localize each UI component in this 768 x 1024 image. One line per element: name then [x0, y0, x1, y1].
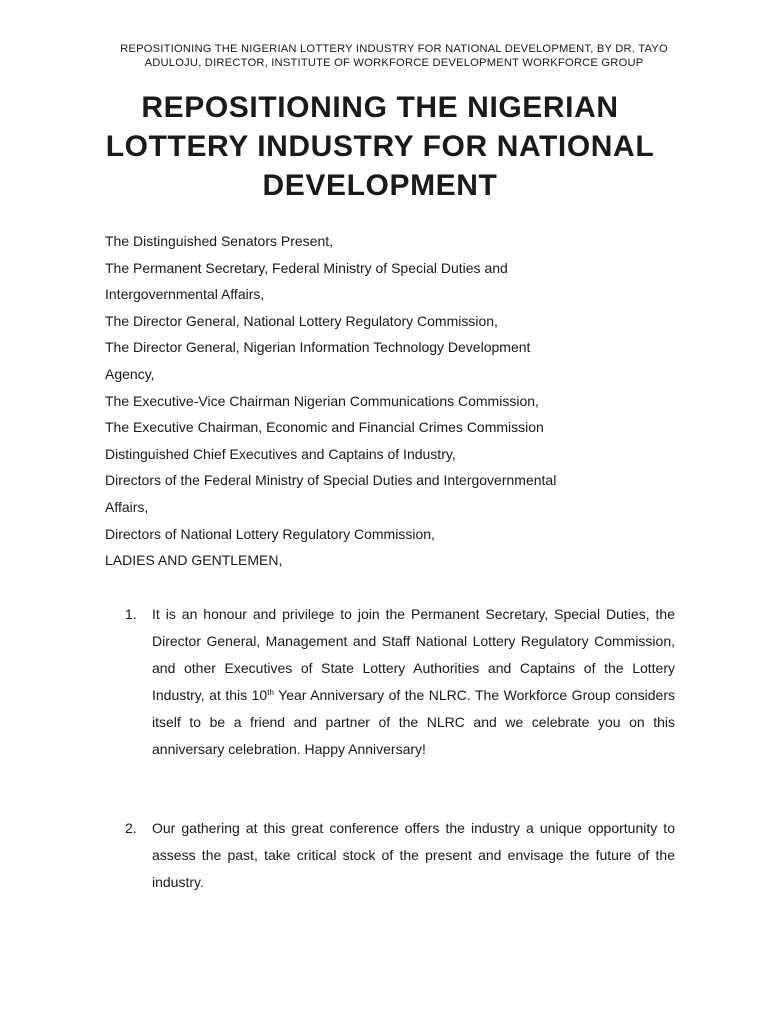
salutation-line: Directors of the Federal Ministry of Special Duties and Intergovernmental: [105, 472, 557, 489]
ordinal-superscript: th: [267, 687, 274, 697]
salutation-line: The Director General, National Lottery Regulatory Commission,: [105, 312, 498, 329]
numbered-paragraph: [105, 601, 675, 762]
salutation-line: Agency,: [105, 365, 155, 382]
salutation-line: The Distinguished Senators Present,: [105, 233, 334, 249]
salutation-line: The Executive-Vice Chairman Nigerian Communications Commission,: [105, 392, 539, 409]
salutation-line: LADIES AND GENTLEMEN,: [105, 552, 283, 569]
salutations-list: [105, 228, 695, 574]
document-title: REPOSITIONING THE NIGERIAN LOTTERY INDUSTRY FOR NATIONAL DEVELOPMENT: [105, 91, 655, 202]
paragraph-number: 1.: [125, 606, 137, 622]
paragraph-text-part: Our gathering at this great conference offers the industry a unique opportunity to assess the past, take critical stock of the present and envisage the future of the industry.: [152, 820, 675, 890]
salutation-line: Distinguished Chief Executives and Captains of Industry,: [105, 445, 456, 462]
paragraph-text-part: It is an honour and privilege to join the Permanent Secretary, Special Duties, the Director General, Management and Staff National Lottery Regulatory Commission, and other Executives of State Lottery Authorities and Captains of the Lottery Industry, at this 10: [152, 606, 675, 703]
paragraph-text: [152, 601, 675, 762]
salutation-line: Affairs,: [105, 498, 149, 515]
paragraph-text: [152, 815, 675, 896]
salutation-line: The Director General, Nigerian Information Technology Development: [105, 339, 531, 356]
salutation-line: Directors of National Lottery Regulatory Commission,: [105, 525, 435, 542]
paragraph-number: 2.: [125, 820, 137, 836]
paragraph-text-part: Year Anniversary of the NLRC. The Workforce Group considers itself to be a friend and partner of the NLRC and we celebrate you on this anniversary celebration. Happy Anniversary!: [152, 686, 676, 757]
salutation-line: The Executive Chairman, Economic and Financial Crimes Commission: [105, 419, 544, 436]
numbered-paragraph: [105, 815, 675, 896]
salutation-line: Intergovernmental Affairs,: [105, 286, 265, 303]
salutation-line: The Permanent Secretary, Federal Ministry of Special Duties and: [105, 259, 508, 276]
running-header: REPOSITIONING THE NIGERIAN LOTTERY INDUSTRY FOR NATIONAL DEVELOPMENT, BY DR. TAYO ADULOJU, DIRECTOR, INSTITUTE OF WORKFORCE DEVELOPMENT WORKFORCE GROUP: [120, 43, 668, 69]
